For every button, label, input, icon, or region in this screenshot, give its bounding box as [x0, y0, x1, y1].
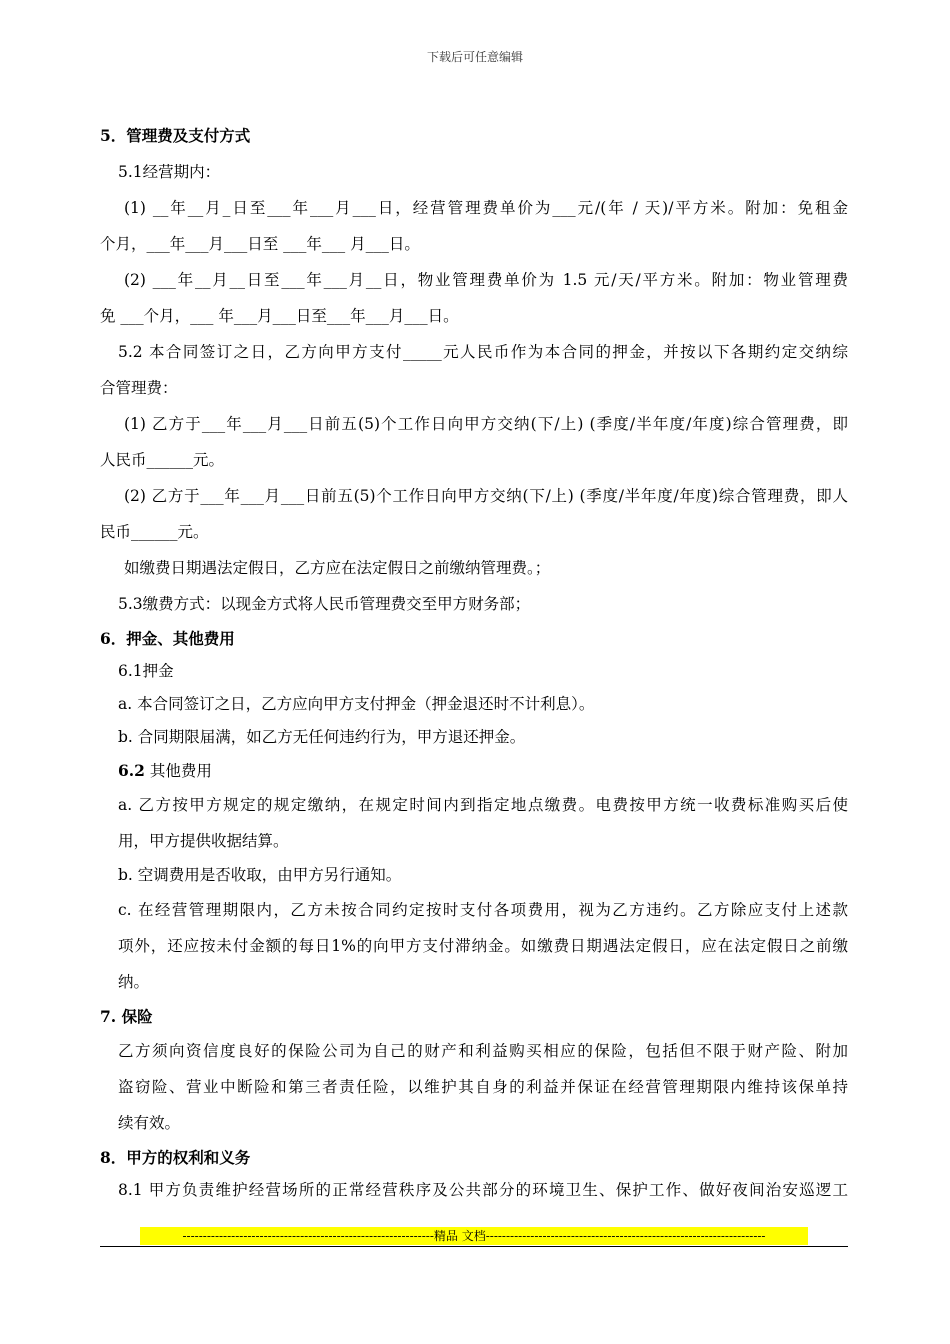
- section-heading-8: 8．甲方的权利和义务: [100, 1148, 251, 1167]
- paragraph-5-1-2: (2) ___年__月__日至___年___月__日，物业管理费单价为 1.5 元/天/平方米。附加：物业管理费: [124, 271, 848, 289]
- footer-highlight-text: --------------------------------------------------------------精品 文档---------------------------------------------------------------------: [140, 1227, 808, 1245]
- paragraph-8-1: 8.1 甲方负责维护经营场所的正常经营秩序及公共部分的环境卫生、保护工作、做好夜间治安巡逻工: [118, 1181, 848, 1199]
- paragraph-7-cont: 盗窃险、营业中断险和第三者责任险，以维护其自身的利益并保证在经营管理期限内维持该保单持: [118, 1078, 848, 1096]
- paragraph-6-2-c-cont: 项外，还应按未付金额的每日1%的向甲方支付滞纳金。如缴费日期遇法定假日，应在法定假日之前缴: [118, 937, 848, 955]
- paragraph-5-2-cont: 合管理费：: [100, 379, 178, 397]
- paragraph-holiday-note: 如缴费日期遇法定假日，乙方应在法定假日之前缴纳管理费。；: [124, 559, 551, 577]
- section-heading-6: 6．押金、其他费用: [100, 629, 235, 648]
- paragraph-5-1-2-cont: 免 ___个月，___ 年___月___日至___年___月___日。: [100, 307, 459, 325]
- section-heading-5: 5．管理费及支付方式: [100, 126, 251, 145]
- paragraph-5-2-1-cont: 人民币______元。: [100, 451, 225, 469]
- paragraph-5-3: 5.3缴费方式：以现金方式将人民币管理费交至甲方财务部；: [118, 595, 531, 613]
- paragraph-6-1: 6.1押金: [118, 662, 174, 680]
- paragraph-6-2-c: c. 在经营管理期限内，乙方未按合同约定按时支付各项费用，视为乙方违约。乙方除应支付上述款: [118, 901, 848, 919]
- paragraph-5-1: 5.1经营期内：: [118, 163, 221, 181]
- paragraph-6-2-c-cont2: 纳。: [118, 973, 150, 991]
- paragraph-5-2-1: (1) 乙方于___年___月___日前五(5)个工作日向甲方交纳(下/上) (季度/半年度/年度)综合管理费，即: [124, 415, 848, 433]
- paragraph-5-2: 5.2 本合同签订之日，乙方向甲方支付_____元人民币作为本合同的押金，并按以下各期约定交纳综: [118, 343, 848, 361]
- paragraph-6-2-number: 6.2: [118, 761, 145, 780]
- paragraph-6-2-a-cont: 用，甲方提供收据结算。: [118, 832, 289, 850]
- paragraph-6-1-a: a. 本合同签订之日，乙方应向甲方支付押金（押金退还时不计利息）。: [118, 695, 595, 713]
- paragraph-7: 乙方须向资信度良好的保险公司为自己的财产和利益购买相应的保险，包括但不限于财产险、附加: [118, 1042, 848, 1060]
- paragraph-7-cont2: 续有效。: [118, 1114, 181, 1132]
- section-heading-7: 7. 保险: [100, 1007, 153, 1026]
- paragraph-5-1-1-cont: 个月，___年___月___日至 ___年___ 月___日。: [100, 235, 420, 253]
- document-body: [100, 118, 848, 1207]
- paragraph-6-2-a: a. 乙方按甲方规定的规定缴纳，在规定时间内到指定地点缴费。电费按甲方统一收费标准购买后使: [118, 796, 848, 814]
- page-header: 下载后可任意编辑: [426, 50, 523, 64]
- paragraph-6-2-b: b. 空调费用是否收取，由甲方另行通知。: [118, 866, 402, 884]
- paragraph-5-2-2: (2) 乙方于___年___月___日前五(5)个工作日向甲方交纳(下/上) (季度/半年度/年度)综合管理费，即人: [124, 487, 848, 505]
- paragraph-6-1-b: b. 合同期限届满，如乙方无任何违约行为，甲方退还押金。: [118, 728, 526, 746]
- paragraph-6-2-title: 其他费用: [144, 762, 212, 780]
- paragraph-6-2: [100, 754, 848, 787]
- footer-divider: [100, 1246, 848, 1247]
- paragraph-5-2-2-cont: 民币______元。: [100, 523, 209, 541]
- paragraph-5-1-1: (1) __年__月_日至___年___月___日，经营管理费单价为___元/(年 / 天)/平方米。附加：免租金: [124, 199, 848, 217]
